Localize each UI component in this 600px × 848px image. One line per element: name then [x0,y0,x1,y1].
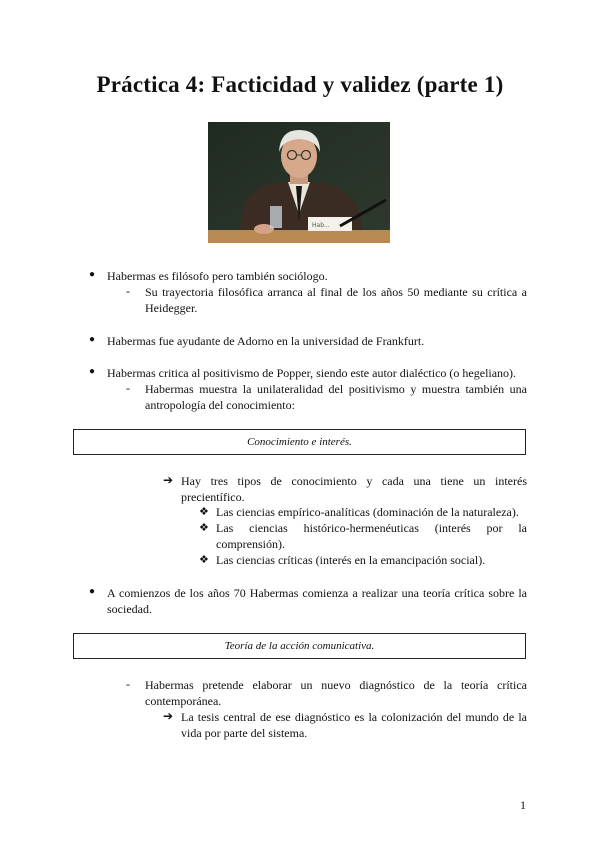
list-subitem: Habermas pretende elaborar un nuevo diagnóstico de la teoría crítica contemporánea. [145,678,527,708]
diamond-item: Las ciencias empírico-analíticas (dominación de la naturaleza). [216,505,519,519]
list-subitem: Habermas muestra la unilateralidad del positivismo y muestra también una antropología del conocimiento: [145,382,527,412]
bullet-icon: ● [89,366,96,377]
list-subitem: Su trayectoria filosófica arranca al final de los años 50 mediante su crítica a Heidegger. [145,285,527,315]
list-item: A comienzos de los años 70 Habermas comienza a realizar una teoría crítica sobre la sociedad. [107,586,527,616]
dash-marker: - [126,284,130,298]
arrow-icon: ➔ [163,473,174,487]
arrow-icon: ➔ [163,709,174,723]
photo-habermas [208,122,390,243]
diamond-icon: ❖ [199,506,209,518]
list-item: Habermas critica al positivismo de Popper, siendo este autor dialéctico (o hegeliano). [107,366,517,380]
diamond-item: Las ciencias histórico-hermenéuticas (interés por la comprensión). [216,521,527,551]
section-box-conocimiento: Conocimiento e interés. [73,429,526,455]
list-item: Habermas fue ayudante de Adorno en la universidad de Frankfurt. [107,334,425,348]
dash-marker: - [126,381,130,395]
page-title: Práctica 4: Facticidad y validez (parte 1) [96,72,504,97]
diamond-icon: ❖ [199,554,209,566]
diamond-item: Las ciencias críticas (interés en la emancipación social). [216,553,486,567]
dash-marker: - [126,677,130,691]
arrow-item: Hay tres tipos de conocimiento y cada una tiene un interés precientífico. [181,474,527,504]
bullet-icon: ● [89,334,96,345]
bullet-icon: ● [89,269,96,280]
bullet-icon: ● [89,586,96,597]
list-item: Habermas es filósofo pero también sociólogo. [107,269,328,283]
page-number: 1 [520,798,526,812]
name-card-text: Hab... [312,222,330,229]
arrow-item: La tesis central de ese diagnóstico es la colonización del mundo de la vida por parte del sistema. [181,710,527,740]
section-box-accion-comunicativa: Teoría de la acción comunicativa. [73,633,526,659]
diamond-icon: ❖ [199,522,209,534]
